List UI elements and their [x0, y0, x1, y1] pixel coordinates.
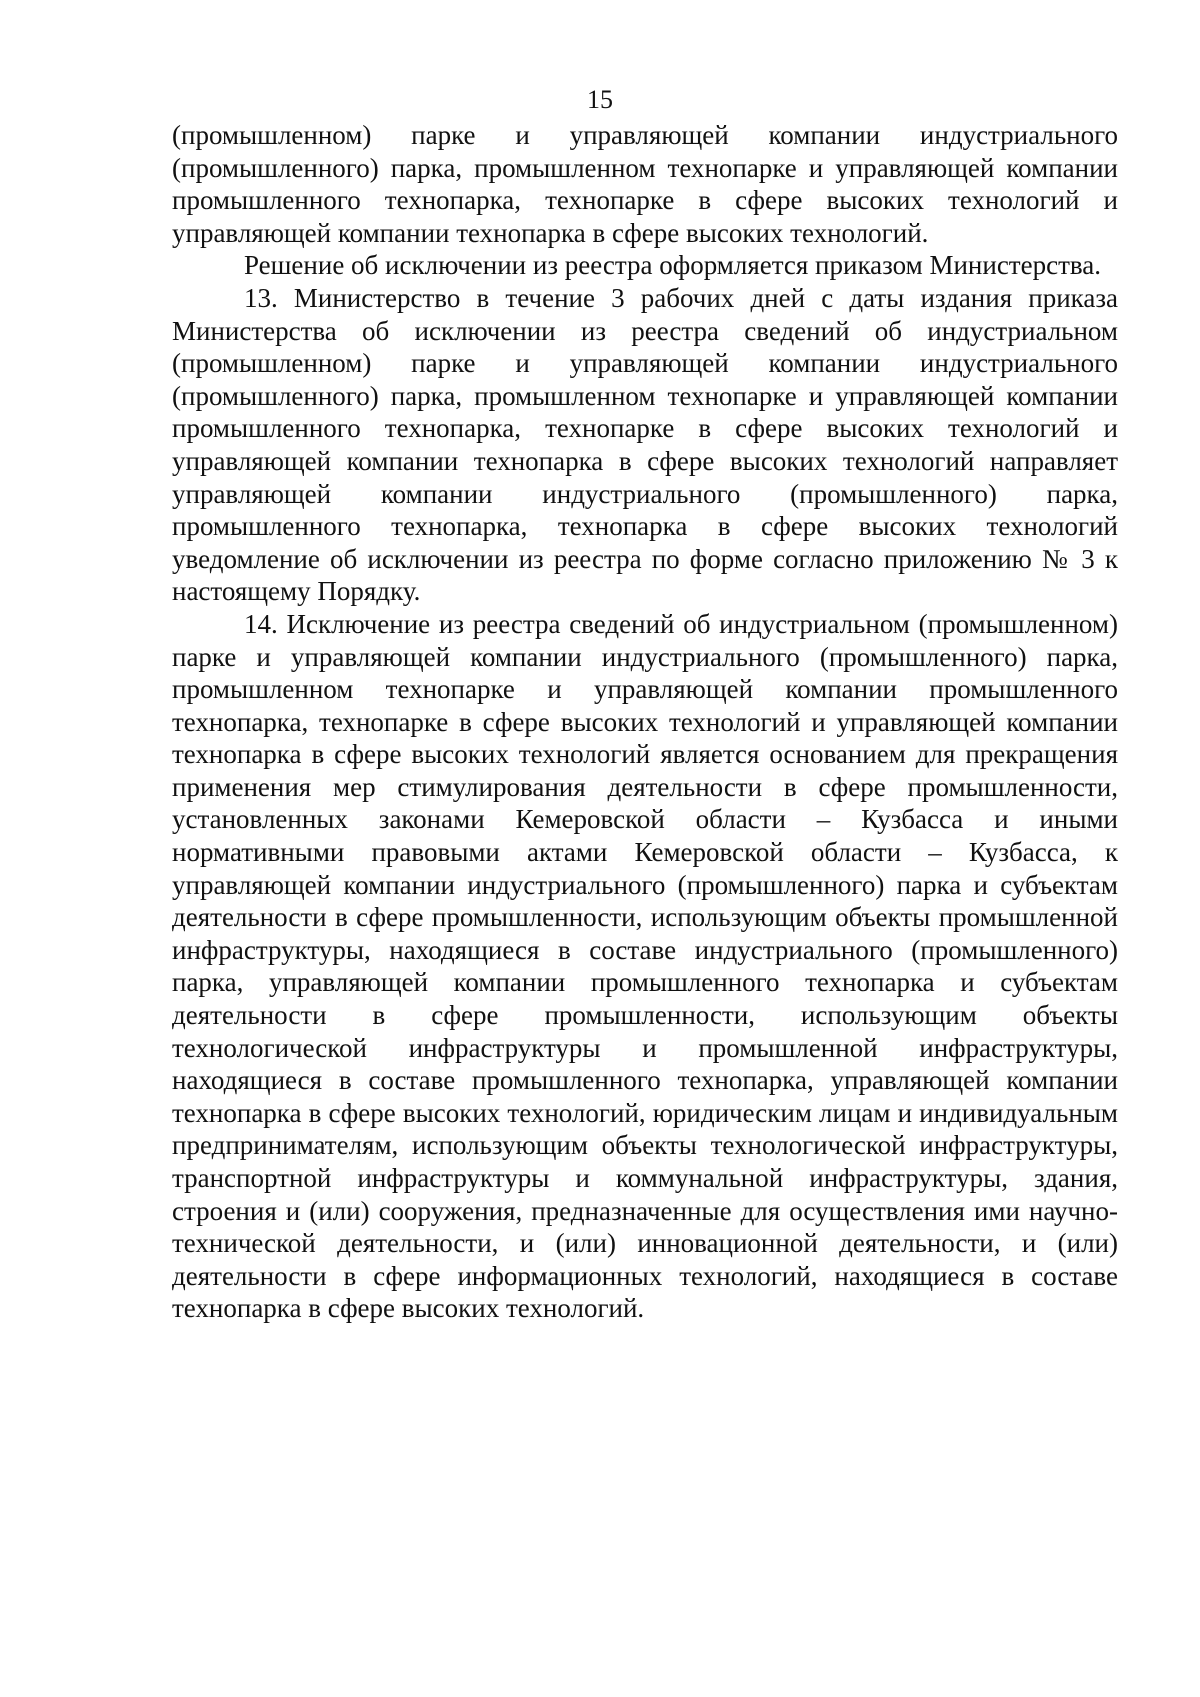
paragraph-14: 14. Исключение из реестра сведений об индустриальном (промышленном) парке и управляющей компании индустриального (промышленного) парка, промышленном технопарке и управляющей компании промышленного технопарка, технопарке в сфере высоких технологий и управляющей компании технопарка в сфере высоких технологий является основанием для прекращения применения мер стимулирования деятельности в сфере промышленности, установленных законами Кемеровской области – Кузбасса и иными нормативными правовыми актами Кемеровской области – Кузбасса, к управляющей компании индустриального (промышленного) парка и субъектам деятельности в сфере промышленности, использующим объекты промышленной инфраструктуры, находящиеся в составе индустриального (промышленного) парка, управляющей компании промышленного технопарка и субъектам деятельности в сфере промышленности, использующим объекты технологической инфраструктуры и промышленной инфраструктуры, находящиеся в составе промышленного технопарка, управляющей компании технопарка в сфере высоких технологий, юридическим лицам и индивидуальным предпринимателям, использующим объекты технологической инфраструктуры, транспортной инфраструктуры и коммунальной инфраструктуры, здания, строения и (или) сооружения, предназначенные для осуществления ими научно-технической деятельности, и (или) инновационной деятельности, и (или) деятельности в сфере информационных технологий, находящиеся в составе технопарка в сфере высоких технологий. [172, 608, 1118, 1324]
page-number: 15 [587, 85, 613, 114]
paragraph-continuation: (промышленном) парке и управляющей компании индустриального (промышленного) парка, промышленном технопарке и управляющей компании промышленного технопарка, технопарке в сфере высоких технологий и управляющей компании технопарка в сфере высоких технологий. [172, 120, 1118, 248]
document-body [172, 119, 1118, 1325]
paragraph-decision: Решение об исключении из реестра оформляется приказом Министерства. [244, 250, 1101, 281]
paragraph-13: 13. Министерство в течение 3 рабочих дней с даты издания приказа Министерства об исключении из реестра сведений об индустриальном (промышленном) парке и управляющей компании индустриального (промышленного) парка, промышленном технопарке и управляющей компании промышленного технопарка, технопарке в сфере высоких технологий и управляющей компании технопарка в сфере высоких технологий направляет управляющей компании индустриального (промышленного) парка, промышленного технопарка, технопарка в сфере высоких технологий уведомление об исключении из реестра по форме согласно приложению № 3 к настоящему Порядку. [172, 282, 1118, 607]
